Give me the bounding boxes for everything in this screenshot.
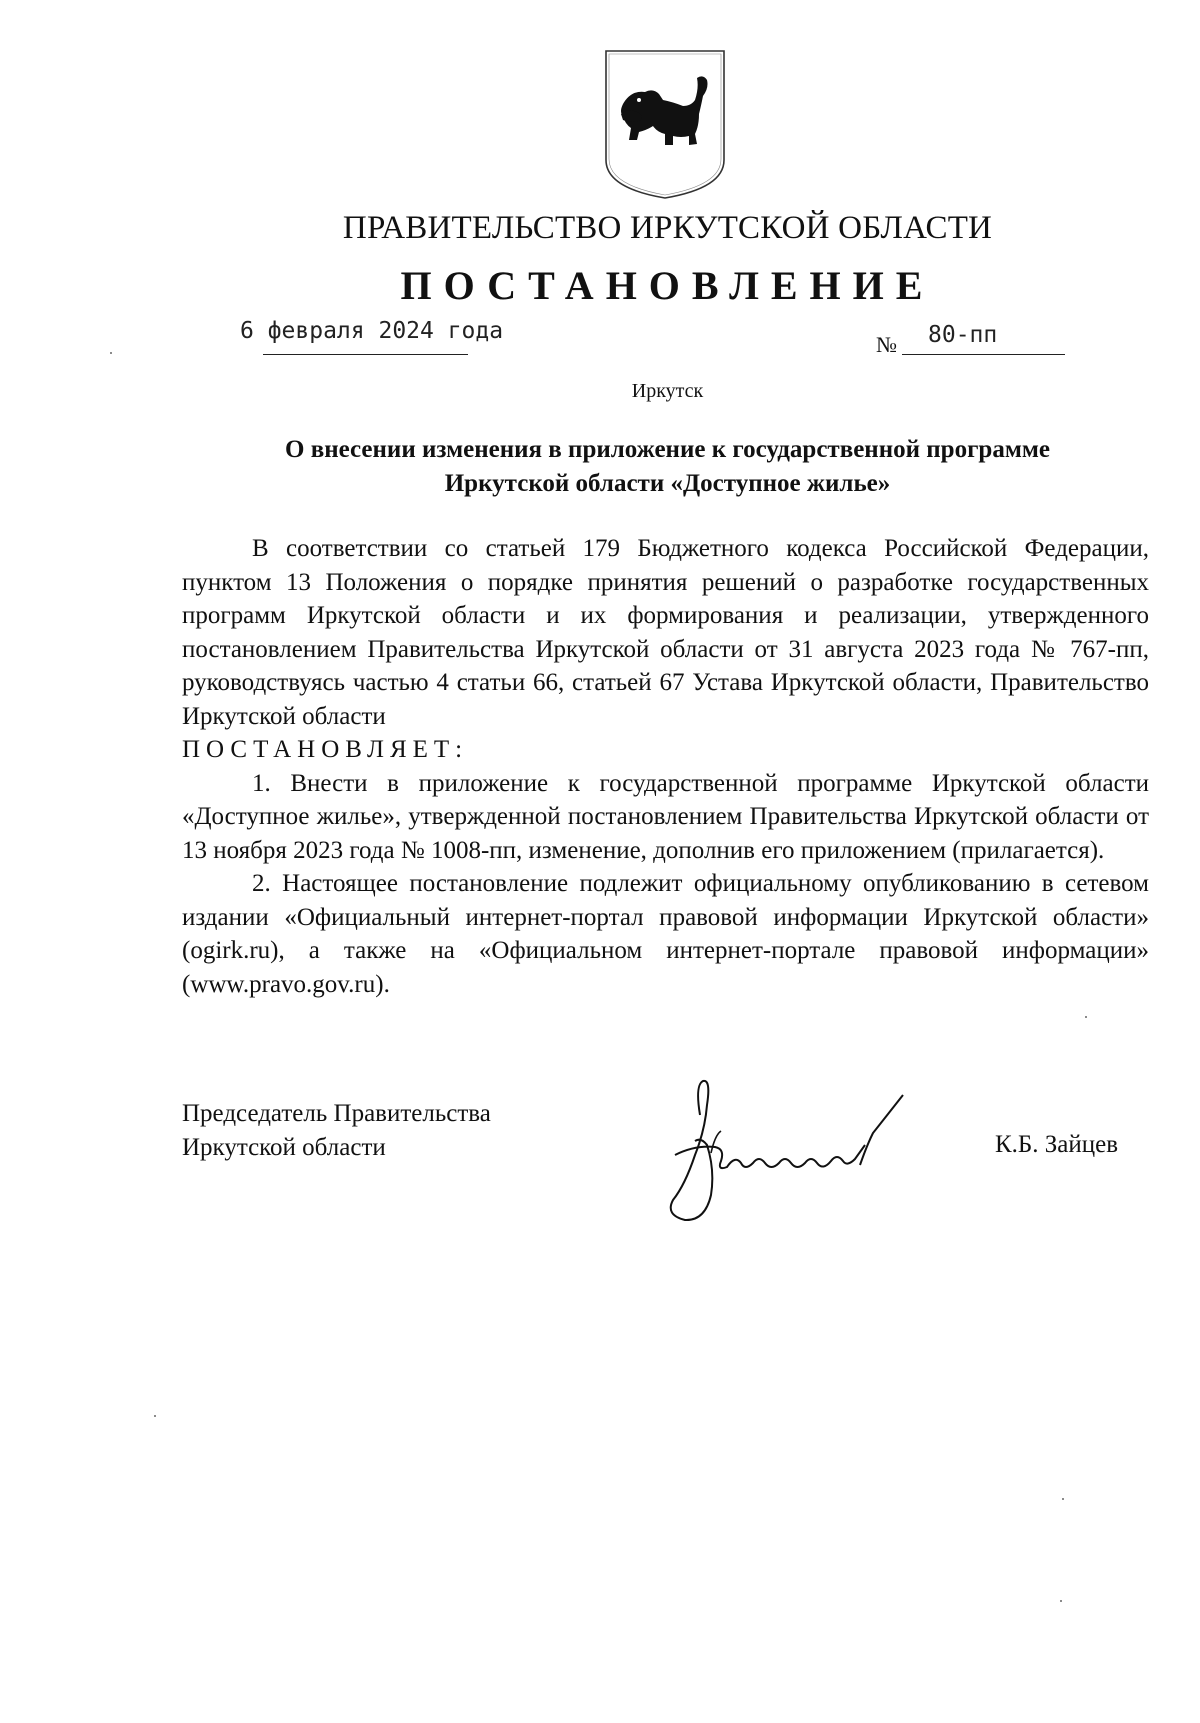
document-subject (180, 433, 1155, 501)
signer-position-line-1: Председатель Правительства (182, 1100, 491, 1127)
scan-speck (1062, 1498, 1064, 1500)
number-sign: № (876, 332, 897, 357)
signer-position-line-2: Иркутской области (182, 1134, 386, 1161)
item-1-paragraph: 1. Внести в приложение к государственной программе Иркутской области «Доступное жилье», утвержденной постановлением Правительства Иркутской области от 13 ноября 2023 года № 1008-пп, изменение, дополнив его приложением (прилагается). (182, 769, 1149, 864)
subject-line-2: Иркутской области «Доступное жилье» (444, 470, 891, 497)
scan-speck (1060, 1600, 1062, 1602)
handwritten-signature-icon (655, 1075, 940, 1225)
document-number: 80-пп (928, 322, 998, 348)
item-2-paragraph: 2. Настоящее постановление подлежит официальному опубликованию в сетевом издании «Официальный интернет-портал правовой информации Иркутской области» (ogirk.ru), а также на «Официальном интернет-портале правовой информации» (www.pravo.gov.ru). (182, 870, 1149, 998)
document-date: 6 февраля 2024 года (240, 318, 504, 344)
scan-speck (110, 352, 112, 354)
city-name: Иркутск (631, 380, 704, 402)
signer-name: К.Б. Зайцев (995, 1131, 1119, 1158)
document-body (182, 532, 1149, 1001)
preamble-paragraph: В соответствии со статьей 179 Бюджетного кодекса Российской Федерации, пунктом 13 Положения о порядке принятия решений о разработке государственных программ Иркутской области и их формирования и реализации, утвержденного постановлением Правительства Иркутской области от 31 августа 2023 года № 767-пп, руководствуясь частью 4 статьи 66, статьей 67 Устава Иркутской области, Правительство Иркутской области (182, 535, 1149, 730)
document-type-title: ПОСТАНОВЛЕНИЕ (400, 263, 935, 308)
scan-speck (1085, 1016, 1087, 1018)
number-underline (902, 354, 1065, 355)
government-title: ПРАВИТЕЛЬСТВО ИРКУТСКОЙ ОБЛАСТИ (342, 210, 993, 246)
signer-position (182, 1097, 491, 1165)
resolves-word: ПОСТАНОВЛЯЕТ: (182, 736, 469, 763)
scan-speck (154, 1415, 156, 1417)
date-underline (263, 354, 468, 355)
subject-line-1: О внесении изменения в приложение к государственной программе (285, 436, 1050, 463)
coat-of-arms-icon (603, 48, 727, 200)
